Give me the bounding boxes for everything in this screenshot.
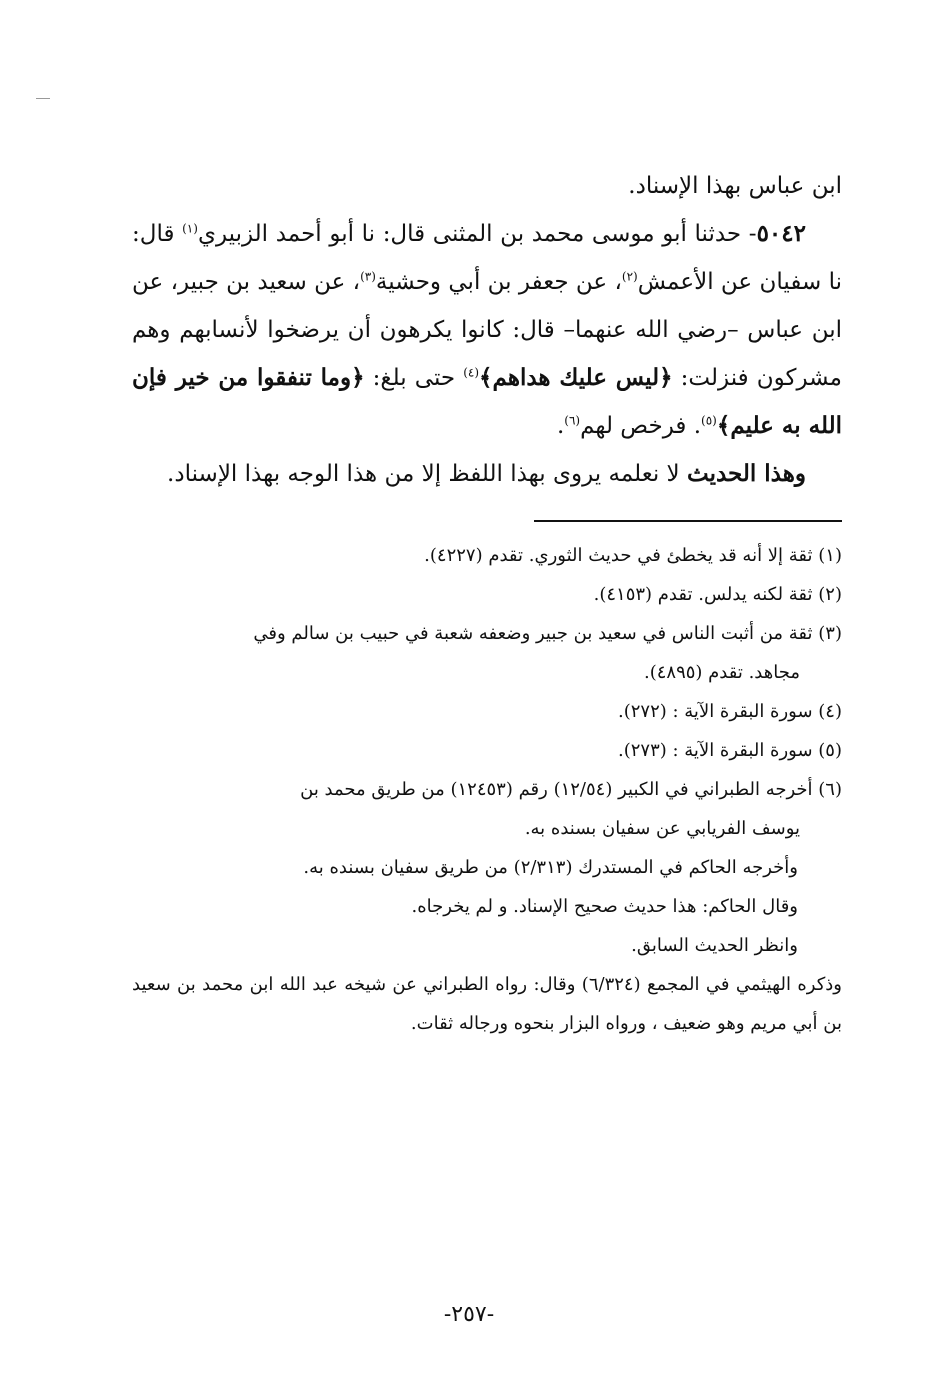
page-number: -٢٥٧-	[443, 1302, 495, 1327]
scan-mark	[36, 98, 50, 99]
footnote-4: (٤) سورة البقرة الآية : (٢٧٢).	[617, 701, 842, 722]
hadith-text-b: قال: نا سفيان عن الأعمش	[132, 221, 842, 295]
footnote-2: (٢) ثقة لكنه يدلس. تقدم (٤١٥٣).	[593, 584, 842, 605]
hadith-text-d: ، عن سعيد بن جبير، عن ابن عباس –رضي الله عنهما– قال: كانوا يكرهون أن يرضخوا لأنسابهم وهم مشركون فنزلت:	[132, 269, 842, 391]
footnote-6-hakim: وأخرجه الحاكم في المستدرك (٢/٣١٣) من طريق سفيان بسنده به.	[303, 857, 798, 878]
hadith-text-c: ، عن جعفر بن أبي وحشية	[375, 269, 622, 295]
hadith-text-g: .	[556, 413, 565, 439]
commentary-paragraph	[132, 450, 842, 498]
hadith-text-f: . فرخص لهم	[580, 413, 702, 439]
commentary-bold: وهذا الحديث	[686, 460, 806, 487]
hadith-number: ٥٠٤٢	[756, 220, 806, 247]
footnote-ref-2[interactable]: (٢)	[621, 269, 638, 284]
footnote-ref-5[interactable]: (٥)	[701, 413, 717, 428]
footnote-5: (٥) سورة البقرة الآية : (٢٧٣).	[617, 740, 842, 761]
hadith-text-e: حتى بلغ:	[364, 365, 464, 391]
footnote-3-continued: مجاهد. تقدم (٤٨٩٥).	[643, 662, 800, 683]
main-text	[132, 162, 842, 498]
footnote-6-continued: يوسف الفريابي عن سفيان بسنده به.	[524, 818, 800, 839]
footnote-1: (١) ثقة إلا أنه قد يخطئ في حديث الثوري. تقدم (٤٢٢٧).	[424, 545, 842, 566]
footnote-6-see-previous: وانظر الحديث السابق.	[631, 935, 798, 956]
quran-verse-1: ﴿ليس عليك هداهم﴾	[479, 364, 673, 391]
footnote-divider	[534, 520, 842, 522]
opening-line: ابن عباس بهذا الإسناد.	[628, 173, 842, 199]
commentary-text: لا نعلمه يروى بهذا اللفظ إلا من هذا الوجه بهذا الإسناد.	[167, 461, 687, 487]
hadith-paragraph	[132, 210, 842, 450]
footnotes	[132, 536, 842, 1043]
footnote-6-haythami: وذكره الهيثمي في المجمع (٦/٣٢٤) وقال: رواه الطبراني عن شيخه عبد الله ابن محمد بن سعيد بن أبي مريم وهو ضعيف ، ورواه البزار بنحوه ورجاله ثقات.	[132, 974, 842, 1034]
footnote-6-hakim-grade: وقال الحاكم: هذا حديث صحيح الإسناد. و لم يخرجاه.	[411, 896, 798, 917]
footnote-ref-3[interactable]: (٣)	[360, 269, 376, 284]
hadith-text-a: - حدثنا أبو موسى محمد بن المثنى قال: نا أبو أحمد الزبيري	[197, 221, 757, 247]
footnote-6: (٦) أخرجه الطبراني في الكبير (١٢/٥٤) رقم (١٢٤٥٣) من طريق محمد بن	[300, 779, 842, 800]
footnote-ref-1[interactable]: (١)	[182, 221, 198, 236]
footnote-3: (٣) ثقة من أثبت الناس في سعيد بن جبير وضعفه شعبة في حبيب بن سالم وفي	[253, 623, 842, 644]
footnote-ref-6[interactable]: (٦)	[564, 413, 581, 428]
quran-verse-2: ﴿وما تنفقوا من خير فإن الله به عليم﴾	[132, 364, 842, 439]
page-content	[132, 162, 842, 1043]
footnote-ref-4[interactable]: (٤)	[463, 365, 480, 380]
